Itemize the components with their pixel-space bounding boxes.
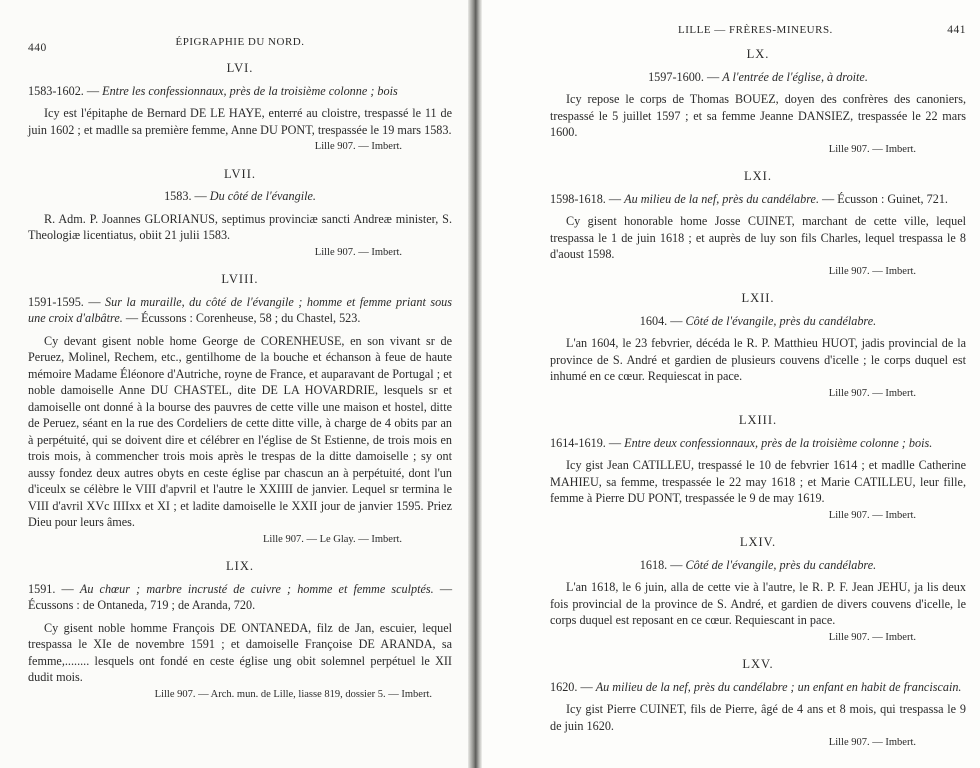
entry-source: Lille 907. — Imbert. — [828, 737, 916, 748]
entry-heading: 1620. — Au milieu de la nef, près du candélabre ; un enfant en habit de franciscain. — [550, 679, 962, 694]
entry-lx — [550, 46, 966, 158]
entry-text: Icy est l'épitaphe de Bernard DE LE HAYE, enterré au cloistre, trespassé le 11 de juin 1602 ; et madlle sa première femme, Anne DU PONT, trespassée le 19 mars 1583. — [28, 106, 452, 137]
entry-number: LVI. — [226, 61, 254, 75]
entry-lxv — [550, 656, 966, 752]
entry-text: L'an 1604, le 23 febvrier, décéda le R. P. Matthieu HUOT, jadis provincial de la province de S. André et gardien de plusieurs couvens d'icelle ; le corps duquel est inhumé en ce cœur. Requiescat in pace. — [550, 336, 966, 383]
entry-source: Lille 907. — Imbert. — [314, 141, 402, 152]
entry-location: Entre les confessionnaux, près de la troisième colonne ; bois — [102, 83, 398, 98]
left-running-head — [28, 30, 452, 54]
entry-escutcheons: Écusson : Guinet, 721. — [837, 191, 948, 206]
entry-lxiv — [550, 534, 966, 646]
entry-source: Lille 907. — Le Glay. — Imbert. — [263, 533, 402, 545]
entry-heading: 1583. — Du côté de l'évangile. — [164, 189, 316, 203]
book-spine — [468, 0, 482, 768]
entry-heading: 1583-1602. — Entre les confessionnaux, près de la troisième colonne ; bois — [28, 83, 398, 98]
left-page — [0, 0, 468, 768]
entry-date: 1591. — [28, 581, 56, 596]
entry-location: Au milieu de la nef, près du candélabre. — [624, 191, 819, 206]
entry-text: Icy repose le corps de Thomas BOUEZ, doyen des confrères des canoniers, trespassé le 5 juillet 1597 ; et sa femme Jeanne DANSIEZ, trespassée le 22 mars 1600. — [550, 92, 966, 139]
entry-heading: 1604. — Côté de l'évangile, près du candélabre. — [639, 313, 877, 328]
entry-location: Au chœur ; marbre incrusté de cuivre ; homme et femme sculptés. — [79, 581, 434, 596]
entry-number: LXII. — [741, 291, 775, 305]
right-page — [482, 0, 980, 768]
entry-location: Sur la muraille, du côté de l'évangile ; homme et femme priant sous une croix d'albâtre. — [28, 294, 453, 325]
entry-text: R. Adm. P. Joannes GLORIANUS, septimus provinciæ sancti Andreæ minister, S. Theologiæ licentiatus, obiit 21 julii 1583. — [28, 211, 452, 242]
entry-lxii — [550, 290, 966, 402]
entry-source: Lille 907. — Imbert. — [828, 265, 916, 277]
entry-date: 1620. — [550, 679, 578, 694]
entry-number: LIX. — [226, 559, 254, 573]
entry-heading: 1597-1600. — A l'entrée de l'église, à droite. — [648, 69, 868, 84]
entry-lvii — [28, 166, 452, 262]
entry-text: Icy gist Pierre CUINET, fils de Pierre, âgé de 4 ans et 8 mois, qui trespassa le 9 de juin 1620. — [550, 702, 966, 733]
entry-date: 1591-1595. — [28, 294, 84, 309]
entry-source: Lille 907. — Imbert. — [314, 246, 402, 258]
left-running-title: ÉPIGRAPHIE DU NORD. — [175, 36, 305, 48]
entry-text: Cy gisent noble homme François DE ONTANEDA, filz de Jan, escuier, lequel trespassa le XIe de novembre 1591 ; et damoiselle Françoise DE ARANDA, sa femme,........ lesquels ont fondé en ceste église ung obit solemnel perpétuel le XII dudit mois. — [28, 620, 452, 684]
entry-text: L'an 1618, le 6 juin, alla de cette vie à l'autre, le R. P. F. Jean JEHU, ja lis deux fois provincial de la province de S. André, et gardien de divers couvens d'icelle, le corps duquel est reposant en ce cœur. Requiescant in pace. — [550, 580, 966, 627]
entry-number: LVIII. — [221, 272, 259, 286]
entry-lxiii — [550, 412, 966, 524]
entry-source: Lille 907. — Imbert. — [828, 509, 916, 521]
entry-date: 1598-1618. — [550, 191, 606, 206]
left-page-number: 440 — [28, 42, 47, 54]
entry-number: LX. — [746, 47, 770, 61]
entry-date: 1583. — [164, 189, 192, 203]
entry-lxi — [550, 168, 966, 280]
entry-text: Icy gist Jean CATILLEU, trespassé le 10 de febvrier 1614 ; et madlle Catherine MAHIEU, sa femme, trespassée le 22 may 1618 ; et Marie CATILLEU, leur fille, femme à Pierre DU PONT, trespassée le 9 de may 1619. — [550, 458, 966, 505]
entry-location: Côté de l'évangile, près du candélabre. — [685, 557, 877, 572]
entry-number: LVII. — [224, 166, 256, 181]
entry-date: 1604. — [639, 313, 668, 328]
entry-location: Entre deux confessionnaux, près de la troisième colonne ; bois. — [624, 435, 933, 450]
entry-number: LXIII. — [738, 413, 778, 427]
entry-escutcheons: Écussons : de Ontaneda, 719 ; de Aranda, 720. — [28, 598, 256, 612]
entry-escutcheons: Écussons : Corenheuse, 58 ; du Chastel, 523. — [141, 311, 361, 325]
entry-heading: 1618. — Côté de l'évangile, près du candélabre. — [639, 557, 877, 572]
entry-source: Lille 907. — Arch. mun. de Lille, liasse 819, dossier 5. — Imbert. — [154, 688, 432, 700]
entry-heading: 1591-1595. — Sur la muraille, du côté de l'évangile ; homme et femme priant sous une croix d'albâtre. — Écussons : Corenheuse, 58 ; du Chastel, 523. — [28, 294, 453, 325]
entry-heading: 1614-1619. — Entre deux confessionnaux, près de la troisième colonne ; bois. — [550, 435, 933, 450]
entry-source: Lille 907. — Imbert. — [828, 143, 916, 155]
entry-date: 1614-1619. — [550, 435, 606, 450]
entry-location: Au milieu de la nef, près du candélabre ; un enfant en habit de franciscain. — [595, 679, 962, 694]
right-page-number: 441 — [947, 24, 966, 36]
entry-number: LXIV. — [739, 535, 777, 549]
entry-lvi — [28, 60, 452, 156]
entry-text: Cy gisent honorable home Josse CUINET, marchant de cette ville, lequel trespassa le 1 de juin 1618 ; et auprès de luy son fils Charles, lequel trespassa le 8 d'aoust 1598. — [550, 214, 966, 261]
entry-location: Côté de l'évangile, près du candélabre. — [685, 313, 877, 328]
entry-number: LXV. — [742, 657, 774, 671]
entry-number: LXI. — [744, 169, 772, 183]
entry-lix — [28, 558, 452, 703]
entry-lviii — [28, 271, 452, 548]
entry-heading: 1591. — Au chœur ; marbre incrusté de cuivre ; homme et femme sculptés. — Écussons : de Ontaneda, 719 ; de Aranda, 720. — [28, 581, 453, 612]
right-running-head — [550, 22, 966, 42]
right-running-title: LILLE — FRÈRES-MINEURS. — [678, 24, 833, 36]
entry-heading: 1598-1618. — Au milieu de la nef, près du candélabre. — Écusson : Guinet, 721. — [550, 191, 948, 206]
entry-text: Cy devant gisent noble home George de CORENHEUSE, en son vivant sr de Peruez, Molinel, Rechem, etc., gentilhome de la bouche et échanson à feue de haute mémoire Madame Éléonore d'Autriche, royne de France, et auparavant de Portugal ; et noble damoiselle Anne DU CHASTEL, dite DE LA HOVARDRIE, lesquels sr et damoiselle ont donné à la bourse des pauvres de cette ville une maison et hostel, ditte de Peruez, séant en la rue des Cordeliers de cette ditte ville, à charge de 4 obits par an à perpétuité, qui se doivent dire et célébrer en l'église de St Estienne, de trois mois en trois mois, à commencher trois mois après le trespas de la ditte damoiselle ; sy ont aussy fondez deux autres obyts en ceste église par chascun an à perpétuité, dont l'un d'iceulx se célèbre le VIII d'apvril et l'autre le XXIIII de janvier. Lequel sr termina le VIII d'avril XVc IIIIxx et XI ; et ladite damoiselle le XXII jour de janvier 1595. Priez Dieu pour leurs âmes. — [28, 333, 452, 529]
entry-date: 1597-1600. — [648, 69, 704, 84]
entry-date: 1618. — [639, 557, 668, 572]
entry-source: Lille 907. — Imbert. — [828, 631, 916, 643]
entry-location: A l'entrée de l'église, à droite. — [722, 69, 868, 84]
entry-date: 1583-1602. — [28, 83, 84, 98]
entry-location: Du côté de l'évangile. — [209, 189, 316, 203]
entry-source: Lille 907. — Imbert. — [828, 387, 916, 399]
